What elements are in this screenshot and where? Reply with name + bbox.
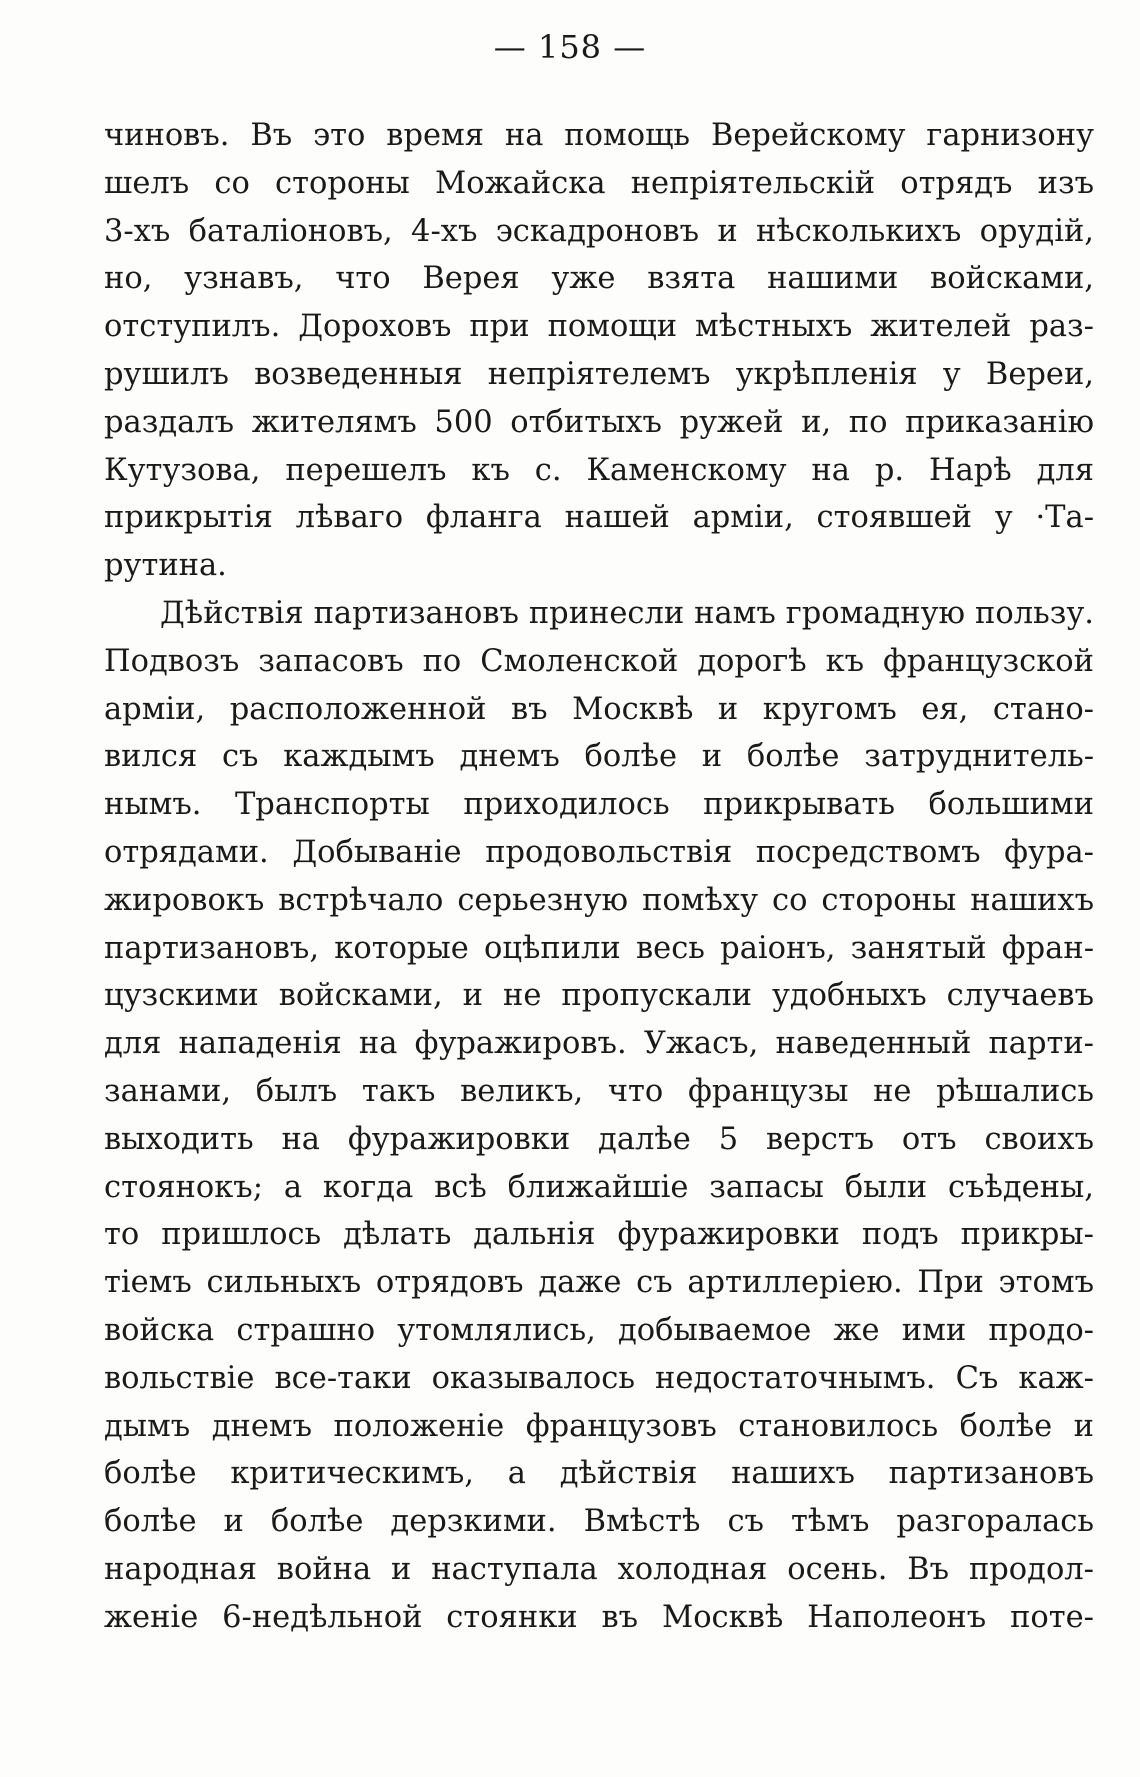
text-line: народная война и наступала холодная осень. Въ продол- (104, 1551, 1094, 1587)
text-line: раздалъ жителямъ 500 отбитыхъ ружей и, по приказанiю (104, 404, 1094, 440)
text-line: Дѣйствiя партизановъ принесли намъ громадную пользу. (160, 595, 1094, 631)
paragraph-2 (104, 590, 1094, 1642)
text-line: 3-хъ баталiоновъ, 4-хъ эскадроновъ и нѣсколькихъ орудiй, (104, 213, 1094, 249)
page-number: — 158 — (493, 28, 647, 66)
text-line: шелъ со стороны Можайска непрiятельскiй отрядъ изъ (104, 165, 1094, 201)
text-line: стоянокъ; а когда всѣ ближайшiе запасы были съѣдены, (104, 1169, 1094, 1205)
text-line: партизановъ, которые оцѣпили весь раiонъ, занятый фран- (104, 930, 1094, 966)
text-line: женiе 6-недѣльной стоянки въ Москвѣ Наполеонъ поте- (104, 1599, 1094, 1635)
text-line: тiемъ сильныхъ отрядовъ даже съ артиллерiею. При этомъ (104, 1265, 1094, 1301)
text-line: рушилъ возведенныя непрiятелемъ укрѣпленiя у Вереи, (104, 356, 1094, 392)
text-line: то пришлось дѣлать дальнiя фуражировки подъ прикры- (104, 1217, 1094, 1253)
text-line: прикрытiя лѣваго фланга нашей армiи, стоявшей у ·Та- (104, 500, 1094, 536)
text-line: дымъ днемъ положенiе французовъ становилось болѣе и (104, 1408, 1094, 1444)
text-line: армiи, расположенной въ Москвѣ и кругомъ ея, стано- (104, 691, 1094, 727)
text-line: Подвозъ запасовъ по Смоленской дорогѣ къ французской (104, 643, 1094, 679)
text-line: болѣе и болѣе дерзкими. Вмѣстѣ съ тѣмъ разгоралась (104, 1504, 1094, 1540)
text-line: отступилъ. Дороховъ при помощи мѣстныхъ жителей раз- (104, 309, 1094, 345)
text-line: отрядами. Добыванiе продовольствiя посредствомъ фура- (104, 834, 1094, 870)
text-line: болѣе критическимъ, а дѣйствiя нашихъ партизановъ (104, 1456, 1094, 1492)
text-line: занами, былъ такъ великъ, что французы не рѣшались (104, 1073, 1094, 1109)
text-line: жировокъ встрѣчало серьезную помѣху со стороны нашихъ (104, 882, 1094, 918)
text-line: Кутузова, перешелъ къ с. Каменскому на р. Нарѣ для (104, 452, 1094, 488)
text-line: войска страшно утомлялись, добываемое же ими продо- (104, 1312, 1094, 1348)
text-line: цузскими войсками, и не пропускали удобныхъ случаевъ (104, 978, 1094, 1014)
body-text (104, 112, 1094, 1642)
text-line: чиновъ. Въ это время на помощь Верейскому гарнизону (104, 118, 1094, 153)
text-line: вился съ каждымъ днемъ болѣе и болѣе затруднитель- (104, 739, 1094, 775)
text-line: выходить на фуражировки далѣе 5 верстъ отъ своихъ (104, 1121, 1094, 1157)
text-line: для нападенiя на фуражировъ. Ужасъ, наведенный парти- (104, 1026, 1094, 1062)
text-line: рутина. (104, 548, 227, 584)
paragraph-1 (104, 112, 1094, 590)
text-line: вольствiе все-таки оказывалось недостаточнымъ. Съ каж- (104, 1360, 1094, 1396)
text-line: нымъ. Транспорты приходилось прикрывать большими (104, 787, 1094, 823)
text-line: но, узнавъ, что Верея уже взята нашими войсками, (104, 261, 1094, 297)
